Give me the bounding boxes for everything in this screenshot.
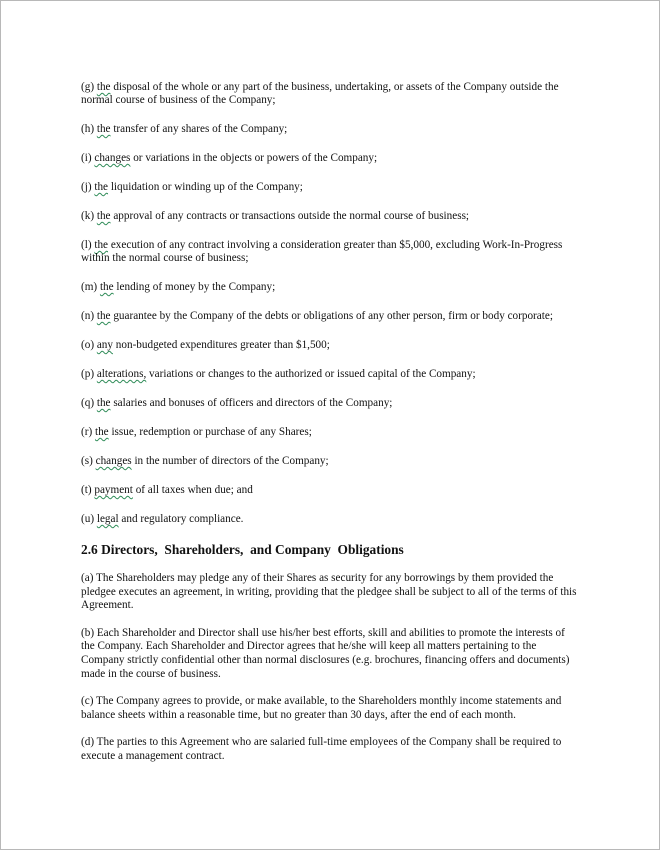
spellcheck-word[interactable]: the	[96, 81, 111, 93]
item-text: approval of any contracts or transactions outside the normal course of business;	[110, 210, 470, 222]
item-prefix: (h)	[81, 123, 97, 135]
item-prefix: (n)	[81, 310, 97, 322]
item-prefix: (l)	[81, 239, 95, 251]
item-prefix: (i)	[81, 152, 95, 164]
item-prefix: (j)	[81, 181, 95, 193]
spellcheck-word[interactable]: changes	[95, 455, 132, 467]
item-prefix: (o)	[81, 339, 97, 351]
item-prefix: (t)	[81, 484, 95, 496]
list-item-l	[81, 239, 581, 265]
paragraph-b: (b) Each Shareholder and Director shall use his/her best efforts, skill and abilities to promote the interests of the Company. Each Shareholder and Director agrees that he/she will keep all matters pertaining to the Company strictly confidential other than normal disclosures (e.g. brochures, financing offers and documents) made in the course of business.	[81, 626, 570, 680]
item-text: and regulatory compliance.	[118, 513, 244, 525]
list-item-r	[81, 426, 581, 439]
spellcheck-word[interactable]: alterations,	[96, 368, 147, 380]
list-item-i	[81, 152, 581, 165]
list-item-h	[81, 123, 581, 136]
item-text: liquidation or winding up of the Company;	[108, 181, 303, 193]
paragraph-d: (d) The parties to this Agreement who are salaried full-time employees of the Company shall be required to execute a management contract.	[81, 736, 562, 762]
document-body	[81, 81, 581, 778]
item-text: in the number of directors of the Company;	[131, 455, 329, 467]
item-prefix: (m)	[81, 281, 100, 293]
item-text: salaries and bonuses of officers and directors of the Company;	[110, 397, 393, 409]
item-text: or variations in the objects or powers of the Company;	[130, 152, 378, 164]
list-item-q	[81, 397, 581, 410]
list-item-o	[81, 339, 581, 352]
item-text: issue, redemption or purchase of any Shares;	[108, 426, 312, 438]
item-text: lending of money by the Company;	[113, 281, 276, 293]
spellcheck-word[interactable]: the	[96, 123, 111, 135]
spellcheck-word[interactable]: changes	[94, 152, 131, 164]
spellcheck-word[interactable]: the	[96, 310, 111, 322]
spellcheck-word[interactable]: the	[94, 181, 109, 193]
list-item-g	[81, 81, 581, 107]
list-item-p	[81, 368, 581, 381]
item-prefix: (k)	[81, 210, 97, 222]
item-text: disposal of the whole or any part of the business, undertaking, or assets of the Company outside the normal course of business of the Company;	[81, 81, 562, 106]
spellcheck-word[interactable]: the	[96, 397, 111, 409]
item-text: execution of any contract involving a consideration greater than $5,000, excluding Work-In-Progress within the normal course of business;	[81, 239, 566, 264]
spellcheck-word[interactable]: the	[94, 239, 109, 251]
item-prefix: (s)	[81, 455, 96, 467]
spellcheck-word[interactable]: the	[99, 281, 114, 293]
list-item-s	[81, 455, 581, 468]
paragraph-c: (c) The Company agrees to provide, or make available, to the Shareholders monthly income statements and balance sheets within a reasonable time, but no greater than 30 days, after the end of each month.	[81, 695, 562, 721]
item-text: of all taxes when due; and	[132, 484, 253, 496]
spellcheck-word[interactable]: the	[94, 426, 109, 438]
item-prefix: (r)	[81, 426, 95, 438]
spellcheck-word[interactable]: any	[96, 339, 113, 351]
list-item-t	[81, 484, 581, 497]
list-item-j	[81, 181, 581, 194]
item-text: variations or changes to the authorized or issued capital of the Company;	[146, 368, 476, 380]
item-text: non-budgeted expenditures greater than $1,500;	[113, 339, 330, 351]
item-text: transfer of any shares of the Company;	[110, 123, 288, 135]
list-item-u	[81, 513, 581, 526]
spellcheck-word[interactable]: legal	[96, 513, 119, 525]
item-prefix: (u)	[81, 513, 97, 525]
item-prefix: (p)	[81, 368, 97, 380]
list-item-n	[81, 310, 581, 323]
item-prefix: (g)	[81, 81, 97, 93]
paragraph-a: (a) The Shareholders may pledge any of their Shares as security for any borrowings by them provided the pledgee executes an agreement, in writing, providing that the pledgee shall be subject to all of the terms of this Agreement.	[81, 572, 577, 612]
list-item-m	[81, 281, 581, 294]
item-text: guarantee by the Company of the debts or obligations of any other person, firm or body corporate;	[110, 310, 553, 322]
spellcheck-word[interactable]: the	[96, 210, 111, 222]
list-item-k	[81, 210, 581, 223]
item-prefix: (q)	[81, 397, 97, 409]
section-heading: 2.6 Directors, Shareholders, and Company Obligations	[81, 542, 404, 557]
spellcheck-word[interactable]: payment	[94, 484, 133, 496]
